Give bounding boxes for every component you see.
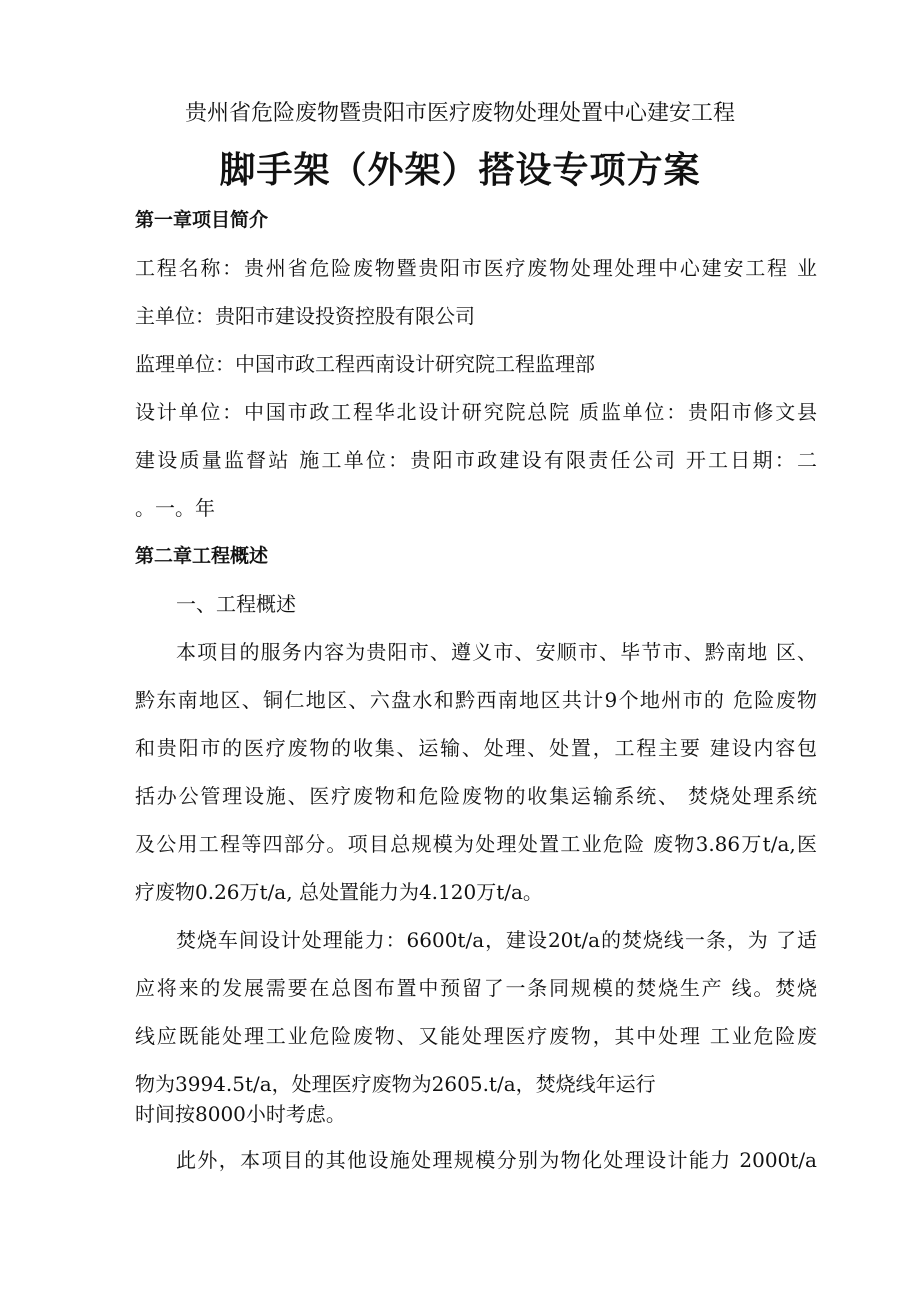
document-title: 脚手架（外架）搭设专项方案 (219, 150, 701, 191)
chapter1-line-3: 监理单位：中国市政工程西南设计研究院工程监理部 (135, 352, 595, 376)
paragraph2-line-4: 物为3994.5t/a，处理医疗废物为2605.t/a，焚烧线年运行 (135, 1072, 656, 1096)
paragraph1-line-4: 括办公管理设施、医疗废物和危险废物的收集运输系统、 焚烧处理系统 (135, 784, 817, 808)
paragraph1-line-3: 和贵阳市的医疗废物的收集、运输、处理、处置，工程主要 建设内容包 (135, 736, 817, 760)
paragraph2-line-1: 焚烧车间设计处理能力：6600t/a，建设20t/a的焚烧线一条，为 了适 (176, 928, 817, 952)
chapter1-line-2: 主单位：贵阳市建设投资控股有限公司 (135, 304, 475, 328)
section1-heading: 一、工程概述 (176, 592, 296, 616)
paragraph1-line-6: 疗废物0.26万t/a, 总处置能力为4.120万t/a。 (135, 880, 543, 904)
document-subtitle: 贵州省危险废物暨贵阳市医疗废物处理处置中心建安工程 (184, 101, 735, 126)
paragraph1-line-1: 本项目的服务内容为贵阳市、遵义市、安顺市、毕节市、黔南地 区、 (176, 640, 817, 664)
paragraph1-line-5: 及公用工程等四部分。项目总规模为处理处置工业危险 废物3.86万t/a,医 (135, 832, 817, 856)
paragraph2-line-5: 时间按8000小时考虑。 (135, 1102, 346, 1126)
paragraph3-line-1: 此外，本项目的其他设施处理规模分别为物化处理设计能力 2000t/a (176, 1148, 817, 1172)
paragraph2-line-2: 应将来的发展需要在总图布置中预留了一条同规模的焚烧生产 线。焚烧 (135, 976, 817, 1000)
chapter2-heading: 第二章工程概述 (135, 545, 269, 567)
chapter1-line-6: 。一。年 (135, 496, 215, 520)
paragraph1-line-2: 黔东南地区、铜仁地区、六盘水和黔西南地区共计9个地州市的 危险废物 (135, 688, 817, 712)
chapter1-line-4: 设计单位：中国市政工程华北设计研究院总院 质监单位：贵阳市修文县 (135, 400, 817, 424)
chapter1-line-1: 工程名称：贵州省危险废物暨贵阳市医疗废物处理处理中心建安工程 业 (135, 256, 817, 280)
paragraph2-line-3: 线应既能处理工业危险废物、又能处理医疗废物，其中处理 工业危险废 (135, 1024, 817, 1048)
chapter1-heading: 第一章项目简介 (135, 209, 269, 231)
chapter1-line-5: 建设质量监督站 施工单位：贵阳市政建设有限责任公司 开工日期：二 (135, 448, 817, 472)
